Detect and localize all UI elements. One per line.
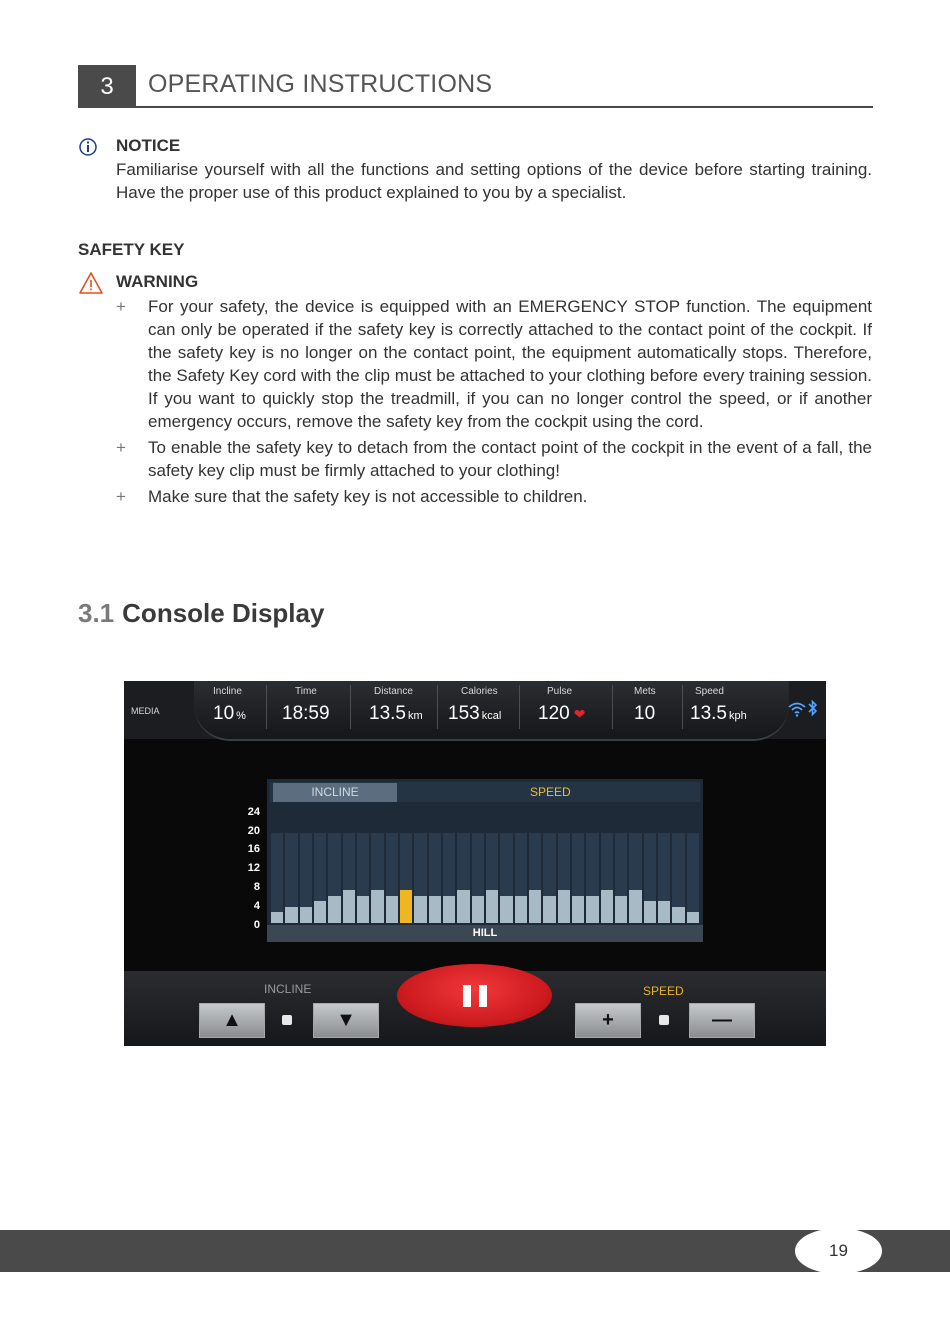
section-rule xyxy=(136,106,873,108)
stat-time xyxy=(282,686,330,725)
profile-bar xyxy=(271,912,283,923)
profile-bar-track xyxy=(271,833,283,923)
profile-bar xyxy=(414,896,426,924)
speed-control-label: SPEED xyxy=(643,984,684,998)
bullet-plus: + xyxy=(116,438,126,457)
warning-title: WARNING xyxy=(116,272,199,291)
stat-value: 153 kcal xyxy=(448,703,502,724)
tab-incline[interactable]: INCLINE xyxy=(273,783,397,802)
profile-bar xyxy=(443,896,455,924)
stat-divider xyxy=(437,685,438,729)
stat-label: Time xyxy=(295,686,317,697)
stat-mets xyxy=(634,686,656,725)
notice-title: NOTICE xyxy=(116,136,181,155)
profile-bar xyxy=(543,896,555,924)
stat-divider xyxy=(266,685,267,729)
speed-minus-button[interactable]: — xyxy=(689,1003,755,1038)
y-tick: 4 xyxy=(253,900,260,912)
y-tick: 8 xyxy=(253,881,260,893)
profile-bar xyxy=(457,890,469,923)
y-tick: 0 xyxy=(253,919,260,931)
profile-bar xyxy=(472,896,484,924)
profile-bar xyxy=(572,896,584,924)
stat-label: Calories xyxy=(461,686,498,697)
stat-pulse xyxy=(538,686,585,725)
stat-label: Distance xyxy=(374,686,413,697)
profile-bar xyxy=(328,896,340,924)
profile-bar xyxy=(500,896,512,924)
media-label: MEDIA xyxy=(131,706,160,716)
bluetooth-icon[interactable] xyxy=(808,699,818,717)
stat-value: 120 ❤ xyxy=(538,703,586,724)
list-item xyxy=(116,436,872,482)
stat-label: Pulse xyxy=(547,686,573,697)
profile-bar xyxy=(672,907,684,924)
profile-bar xyxy=(343,890,355,923)
bullet-plus: + xyxy=(116,297,126,316)
stat-divider xyxy=(519,685,520,729)
profile-bar xyxy=(400,890,412,923)
stat-value: 10 % xyxy=(213,703,246,724)
profile-bar xyxy=(558,890,570,923)
incline-indicator xyxy=(282,1015,292,1025)
stat-divider xyxy=(612,685,613,729)
y-tick: 24 xyxy=(247,806,260,818)
profile-bar xyxy=(658,901,670,923)
stat-label: Mets xyxy=(634,686,656,697)
stat-divider xyxy=(350,685,351,729)
stat-divider xyxy=(682,685,683,729)
safety-bullet-list xyxy=(116,295,872,511)
subsection-title: Console Display xyxy=(122,598,325,628)
profile-bar xyxy=(629,890,641,923)
profile-bar xyxy=(529,890,541,923)
stat-distance xyxy=(369,686,423,725)
subsection-heading xyxy=(78,598,324,629)
profile-bar xyxy=(615,896,627,924)
profile-bar xyxy=(601,890,613,923)
profile-bar xyxy=(285,907,297,924)
workout-profile-chart xyxy=(267,779,703,942)
stat-value: 10 xyxy=(634,703,656,724)
stat-incline xyxy=(213,686,246,725)
subsection-number: 3.1 xyxy=(78,598,115,628)
profile-bar xyxy=(429,896,441,924)
section-number: 3 xyxy=(78,65,136,108)
stat-value: 18:59 xyxy=(282,703,330,724)
stat-calories xyxy=(448,686,501,725)
stat-speed xyxy=(690,686,747,725)
info-icon xyxy=(78,137,98,157)
profile-bar xyxy=(486,890,498,923)
wifi-icon[interactable] xyxy=(788,701,806,717)
warning-icon xyxy=(79,272,103,294)
chart-tab-bar xyxy=(270,782,700,802)
page-number: 19 xyxy=(795,1228,882,1274)
stat-value: 13.5 kph xyxy=(690,703,747,724)
bullet-text: Make sure that the safety key is not accessible to children. xyxy=(148,487,588,506)
profile-bar xyxy=(515,896,527,924)
list-item xyxy=(116,485,872,508)
y-tick: 16 xyxy=(247,843,260,855)
profile-bar-track xyxy=(687,833,699,923)
profile-bar xyxy=(386,896,398,924)
pause-icon xyxy=(479,985,487,1007)
stat-label: Speed xyxy=(695,686,724,697)
pause-button[interactable] xyxy=(397,964,552,1027)
incline-up-button[interactable]: ▲ xyxy=(199,1003,265,1038)
section-title: OPERATING INSTRUCTIONS xyxy=(148,70,493,98)
speed-plus-button[interactable]: + xyxy=(575,1003,641,1038)
incline-down-button[interactable]: ▼ xyxy=(313,1003,379,1038)
bullet-text: For your safety, the device is equipped with an EMERGENCY STOP function. The equipment can only be operated if the safety key is correctly attached to the contact point of the cockpit. If the safety key is no longer on the contact point, the equipment automatically stops. Therefore, the Safety Key cord with the clip must be attached to your clothing before every training session. If you want to quickly stop the treadmill, if you can no longer control the speed, or if another emergency occurs, remove the safety key from the cockpit using the cord. xyxy=(148,297,872,431)
pause-icon xyxy=(463,985,471,1007)
y-tick: 20 xyxy=(247,825,260,837)
program-name: HILL xyxy=(267,925,703,942)
heart-icon: ❤ xyxy=(573,706,586,722)
list-item xyxy=(116,295,872,433)
profile-bar xyxy=(586,896,598,924)
bullet-text: To enable the safety key to detach from the contact point of the cockpit in the event of a fall, the safety key clip must be firmly attached to your clothing! xyxy=(148,438,872,480)
y-tick: 12 xyxy=(247,862,260,874)
profile-bar xyxy=(687,912,699,923)
incline-control-label: INCLINE xyxy=(264,982,312,996)
speed-indicator xyxy=(659,1015,669,1025)
notice-text: Familiarise yourself with all the functions and setting options of the device before starting training. Have the proper use of this product explained to you by a specialist. xyxy=(116,160,872,202)
tab-speed[interactable]: SPEED xyxy=(530,785,571,799)
stat-label: Incline xyxy=(213,686,242,697)
stat-value: 13.5 km xyxy=(369,703,423,724)
profile-bar xyxy=(371,890,383,923)
profile-bar xyxy=(357,896,369,924)
profile-bar xyxy=(300,907,312,924)
profile-bar xyxy=(644,901,656,923)
console-display-image xyxy=(124,681,826,1046)
bullet-plus: + xyxy=(116,487,126,506)
safety-key-heading: SAFETY KEY xyxy=(78,240,185,259)
profile-bar xyxy=(314,901,326,923)
